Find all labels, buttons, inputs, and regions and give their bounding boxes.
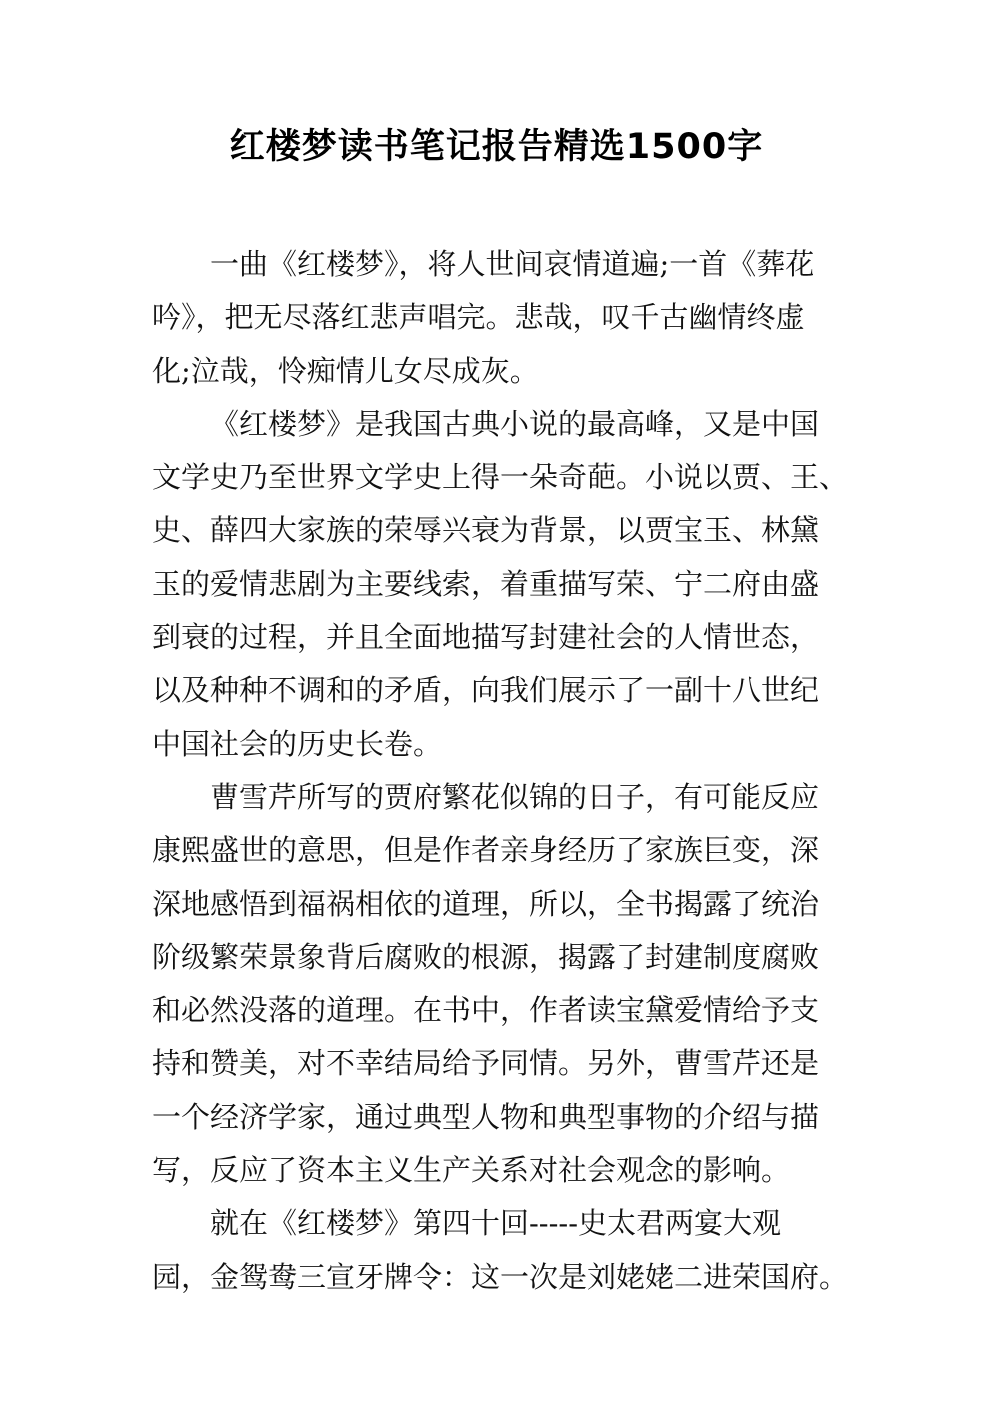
paragraph-4 [152,1197,852,1304]
paragraph-1 [152,238,852,398]
paragraph-line: 吟》，把无尽落红悲声唱完。悲哉，叹千古幽情终虚 [152,300,805,335]
paragraph-line: 阶级繁荣景象背后腐败的根源，揭露了封建制度腐败 [152,939,820,974]
paragraph-line: 《红楼梦》是我国古典小说的最高峰，又是中国 [210,406,820,441]
paragraph-line: 持和赞美，对不幸结局给予同情。另外，曹雪芹还是 [152,1046,820,1081]
paragraph-line: 康熙盛世的意思，但是作者亲身经历了家族巨变，深 [152,833,820,868]
paragraph-line: 写，反应了资本主义生产关系对社会观念的影响。 [152,1153,791,1188]
document-body [152,238,852,1304]
paragraph-3 [152,771,852,1197]
paragraph-line: 深地感悟到福祸相依的道理，所以，全书揭露了统治 [152,886,820,921]
paragraph-line: 玉的爱情悲剧为主要线索，着重描写荣、宁二府由盛 [152,566,820,601]
paragraph-line: 一个经济学家，通过典型人物和典型事物的介绍与描 [152,1099,820,1134]
paragraph-line: 一曲《红楼梦》，将人世间哀情道遍;一首《葬花 [210,247,815,281]
paragraph-line: 以及种种不调和的矛盾，向我们展示了一副十八世纪 [152,673,820,708]
paragraph-line: 园，金鸳鸯三宣牙牌令：这一次是刘姥姥二进荣国府。 [152,1259,849,1294]
paragraph-line: 就在《红楼梦》第四十回-----史太君两宴大观 [210,1206,781,1241]
paragraph-line: 化;泣哉，怜痴情儿女尽成灰。 [152,353,539,388]
paragraph-line: 中国社会的历史长卷。 [152,726,443,761]
paragraph-line: 史、薛四大家族的荣辱兴衰为背景，以贾宝玉、林黛 [152,513,820,548]
paragraph-2 [152,398,852,771]
paragraph-line: 曹雪芹所写的贾府繁花似锦的日子，有可能反应 [210,779,820,814]
paragraph-line: 文学史乃至世界文学史上得一朵奇葩。小说以贾、王、 [152,460,849,495]
paragraph-line: 到衰的过程，并且全面地描写封建社会的人情世态， [152,620,820,655]
document-title: 红楼梦读书笔记报告精选1500字 [229,127,764,167]
paragraph-line: 和必然没落的道理。在书中，作者读宝黛爱情给予支 [152,993,820,1028]
